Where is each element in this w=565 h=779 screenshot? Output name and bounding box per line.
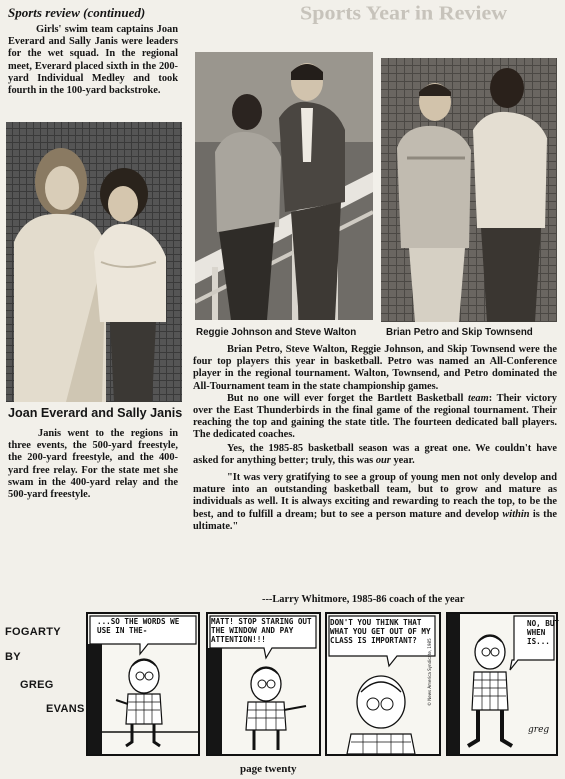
basketball-paragraph-2: [193, 393, 557, 442]
caption-johnson-walton: Reggie Johnson and Steve Walton: [196, 327, 357, 338]
comic-signature: greg: [528, 725, 550, 735]
paragraph-3-emphasis: our: [375, 454, 391, 466]
panel-1-speech: ...SO THE WORDS WE USE IN THE-: [97, 617, 180, 635]
basketball-paragraph-3: [193, 443, 557, 467]
quote-emphasis: within: [502, 508, 530, 520]
photo-everard-janis: [6, 122, 182, 402]
comic-title: FOGARTY: [5, 626, 61, 638]
comic-author-last: EVANS: [46, 703, 85, 715]
caption-petro-townsend: Brian Petro and Skip Townsend: [386, 327, 533, 338]
paragraph-3-start: Yes, the 1985-85 basketball season was a great one. We couldn't have asked for anything better; truly, this was: [193, 442, 557, 466]
quote-start: "It was very gratifying to see a group of young men not only develop and mature into an outstanding basketball team, but to grow and mature as individuals as well. It is always exciting and rewarding to reach the top, to be the best, and to fulfill a dream; but to see a person mature and develop: [193, 472, 557, 520]
paragraph-3-end: year.: [390, 454, 415, 466]
panel-3-speech: DON'T YOU THINK THAT WHAT YOU GET OUT OF MY CLASS IS IMPORTANT?: [330, 618, 431, 645]
panel-1-drawing: [88, 614, 198, 754]
page-number: page twenty: [240, 763, 297, 775]
comic-copyright: © News America Syndicate, 1985: [427, 638, 432, 706]
photo-petro-townsend: [381, 58, 557, 322]
comic-by: BY: [5, 651, 21, 663]
paragraph-2-end: : Their victory over the East Thunderbirds in the final game of the regional tournament. Their reaching the top and gaining the state title. The fourteen dedicated ball players. The dedicated coaches.: [193, 392, 557, 441]
coach-quote: [193, 472, 557, 533]
section-label: Sports review (continued): [8, 5, 146, 20]
paragraph-2-start: But no one will ever forget the Bartlett Basketball: [227, 392, 468, 404]
bleed-through-header: Sports Year in Review: [300, 1, 508, 24]
swim-paragraph: Janis went to the regions in three events, the 500-yard freestyle, the 200-yard freestyle, and the 400-yard free relay. For the state met she swam in the 400-yard relay and the 500-yard freestyle.: [8, 428, 178, 501]
basketball-article: [193, 344, 557, 534]
caption-everard-janis: Joan Everard and Sally Janis: [8, 406, 183, 420]
intro-paragraph: Girls' swim team captains Joan Everard and Sally Janis were leaders for the wet squad. In the regional meet, Everard placed sixth in the 200-yard Individual Medley and took fourth in the 100-yard backstroke.: [8, 24, 178, 97]
photo-petro-townsend-image: [381, 58, 557, 322]
photo-johnson-walton: [195, 52, 373, 320]
photo-everard-janis-image: [6, 122, 182, 402]
comic-author-first: GREG: [20, 679, 54, 691]
panel-2-speech: MATT! STOP STARING OUT THE WINDOW AND PAY ATTENTION!!!: [211, 617, 312, 644]
quote-end: is the ultimate.": [193, 508, 557, 532]
paragraph-2-emphasis: team: [467, 392, 489, 404]
quote-attribution: ---Larry Whitmore, 1985-86 coach of the year: [262, 594, 465, 605]
panel-4-speech: NO, BUT WHEN IS...: [527, 619, 560, 646]
photo-johnson-walton-image: [195, 52, 373, 320]
basketball-paragraph-1: Brian Petro, Steve Walton, Reggie Johnson, and Skip Townsend were the four top players this year in basketball. Petro was named an All-Conference player in the regional tournament. Walton, Townsend, and Petro dominated the All-Tournament team in the state championship games.: [193, 344, 557, 392]
